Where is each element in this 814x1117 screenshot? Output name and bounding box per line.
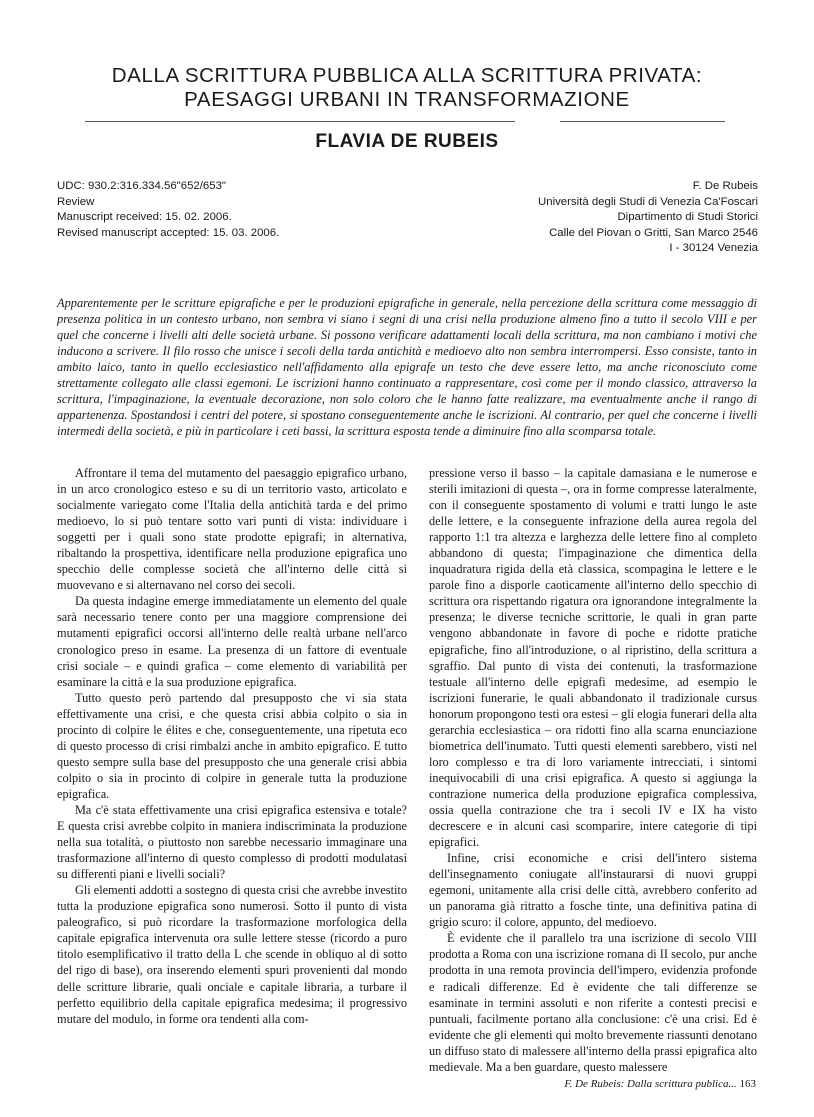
paragraph: Ma c'è stata effettivamente una crisi epigrafica estensiva e totale? E questa crisi avrebbe colpito in maniera indiscriminata la produzione nella sua totalità, o piuttosto non sarebbe necessario immaginare una trasformazione all'interno di questo complesso di prodotti modulatasi su differenti piani e livelli sociali?	[57, 802, 407, 882]
body-column-right	[429, 465, 757, 1075]
received-date: Manuscript received: 15. 02. 2006.	[57, 211, 232, 224]
paragraph: Gli elementi addotti a sostegno di questa crisi che avrebbe investito tutta la produzione epigrafica sono numerosi. Sotto il punto di vista paleografico, si può ricordare la trasformazione morfologica della capitale epigrafica intervenuta ora sulle lettere stesse (ricordo a puro titolo esemplificativo il tratto della L che scende in obliquo al di sotto del rigo di base), ora inserendo elementi spuri provenienti dal mondo delle scritture librarie, quali onciale e capitale libraria, a turbare il perfetto equilibrio della capitale epigrafica medesima; il progressivo mutare del modulo, in forme ora tendenti alla com-	[57, 883, 407, 1026]
paragraph: pressione verso il basso – la capitale damasiana e le numerose e sterili imitazioni di questa –, ora in forme compresse lateralmente, con il conseguente spostamento di volumi e tratti lungo le aste delle lettere, e la conseguente infrazione della aurea regola del rapporto 1:1 tra altezza e larghezza delle lettere fino al completo abbandono di questa; l'impaginazione che dimentica della inquadratura rigida della età classica, scompagina le lettere e le parole fino a disporle caoticamente all'interno dello specchio di scrittura ora rispettando rigatura ora ignorandone integralmente la presenza; le diverse tecniche scrittorie, le quali in gran parte vengono abbandonate in favore di poche e ridotte pratiche epigrafiche, fino all'introduzione, o al ripristino, della scrittura a sgraffio. Dal punto di vista dei contenuti, la trasformazione testuale all'interno delle epigrafi medesime, ad esempio le iscrizioni funerarie, le quali abbandonato il tradizionale cursus honorum propongono testi ora estesi – gli elogia funerari della alta gerarchia ecclesiastica – ora ridotti fino alla scarna enunciazione biometrica dell'inumato. Tutti questi elementi sarebbero, visti nel loro complesso e tra di loro variamente intrecciati, i sintomi inequivocabili di una crisi epigrafica. A questo si aggiunga la contrazione numerica della produzione epigrafica complessiva, ossia quella contrazione che tra i secoli IV e IX ha visto decrescere e in alcuni casi scomparire, intere categorie di tipi epigrafici.	[429, 466, 757, 850]
paragraph: Affrontare il tema del mutamento del paesaggio epigrafico urbano, in un arco cronologico esteso e su di un territorio vasto, articolato e socialmente variegato come l'Italia della antichità tarda e del primo medioevo, lo si può tentare sotto vari punti di vista: individuare i soggetti per i quali sono state prodotte epigrafi; in alternativa, ribaltando la prospettiva, identificare nella produzione epigrafica uno specchio delle complesse società che all'interno delle città si muovevano e si alternavano nel corso dei secoli.	[57, 466, 407, 593]
running-title: F. De Rubeis: Dalla scrittura publica...	[564, 1078, 737, 1090]
author-address	[538, 179, 758, 257]
address-name: F. De Rubeis	[692, 180, 758, 192]
page-number: 163	[739, 1078, 756, 1090]
abstract: Apparentemente per le scritture epigrafiche e per le produzioni epigrafiche in generale, nella percezione della scrittura come messaggio di presenza politica in un contesto urbano, non sembra vi siano i segni di una crisi nella produzione almeno fino a tutto il secolo VIII e per quel che concerne i livelli alti delle società urbane. Si possono verificare adattamenti locali della scrittura, ma non cambiano i motivi che inducono a scrivere. Il filo rosso che unisce i secoli della tarda antichità e medioevo alto non sembra interrompersi. Esso consiste, tanto in ambito laico, tanto in quello ecclesiastico nell'affidamento alla epigrafe un testo che deve essere letto, ma anche riconosciuto come strettamente collegato alle classi egemoni. Le iscrizioni hanno continuato a rappresentare, così come per il mondo classico, attraverso la scrittura, l'impaginazione, la eventuale decorazione, non solo coloro che le hanno fatte realizzare, ma eventualmente anche il rango di appartenenza. Spostandosi i centri del potere, si spostano conseguentemente anche le iscrizioni. Al contrario, per quel che concerne i livelli intermedi della società, e più in particolare i ceti bassi, la scrittura esposta tende a diminuire fino alla scomparsa totale.	[57, 296, 757, 438]
article-type: Review	[57, 195, 95, 208]
page-footer	[564, 1078, 756, 1090]
article-title: DALLA SCRITTURA PUBBLICA ALLA SCRITTURA PRIVATA: PAESAGGI URBANI IN TRANSFORMAZIONE	[111, 64, 703, 111]
paragraph: Da questa indagine emerge immediatamente un elemento del quale sarà necessario tenere conto per una maggiore comprensione dei mutamenti epigrafici occorsi all'interno delle realtà urbane nell'arco cronologico preso in esame. La presenza di un fattore di eventuale crisi sociale – e quindi grafica – come elemento di variabilità per esaminare la città e la sua produzione epigrafica.	[57, 594, 407, 689]
address-street: Calle del Piovan o Gritti, San Marco 2546	[549, 226, 758, 239]
paragraph: È evidente che il parallelo tra una iscrizione di secolo VIII prodotta a Roma con una iscrizione romana di II secolo, pur anche prodotta in una remota provincia dell'impero, evidenzia profonde e radicali differenze. Ed è evidente che tali differenze se esaminate in termini assoluti e non riferite a contesti precisi e puntuali, facilmente portano alla conclusione: c'è una crisi. Ed è evidente che gli elementi qui molto brevemente riassunti denotano un diffuso stato di malessere all'interno della prassi epigrafica alto medievale. Ma a ben guardare, questo malessere	[429, 931, 757, 1074]
address-city: I - 30124 Venezia	[669, 242, 758, 255]
body-column-left	[57, 465, 407, 1027]
address-department: Dipartimento di Studi Storici	[617, 211, 758, 224]
paragraph: Infine, crisi economiche e crisi dell'intero sistema dell'insegnamento coniugate all'instaurarsi di nuovi gruppi egemoni, unitamente alla crisi delle città, avrebbero conferito ad un panorama già ritratto a fosche tinte, una definitiva patina di grigio scuro: il colore, appunto, del medioevo.	[429, 851, 757, 930]
author-name: FLAVIA DE RUBEIS	[315, 131, 499, 152]
paragraph: Tutto questo però partendo dal presupposto che vi sia stata effettivamente una crisi, e che questa crisi abbia colpito o sia in procinto di colpire le élites e che, conseguentemente, una ripetuta eco di questo processo di crisi rimbalzi anche in ambito epigrafico. E tutto questo sempre sulla base del presupposto che una generale crisi abbia colpito o sia in procinto di colpire in generale tutta la produzione epigrafica.	[57, 690, 407, 801]
accepted-date: Revised manuscript accepted: 15. 03. 2006.	[57, 226, 280, 239]
title-rule-left	[85, 121, 515, 122]
title-rule-right	[560, 121, 725, 122]
address-university: Università degli Studi di Venezia Ca'Foscari	[538, 195, 758, 208]
udc-code: UDC: 930.2:316.334.56"652/653"	[57, 180, 226, 192]
article-metadata	[57, 179, 279, 241]
